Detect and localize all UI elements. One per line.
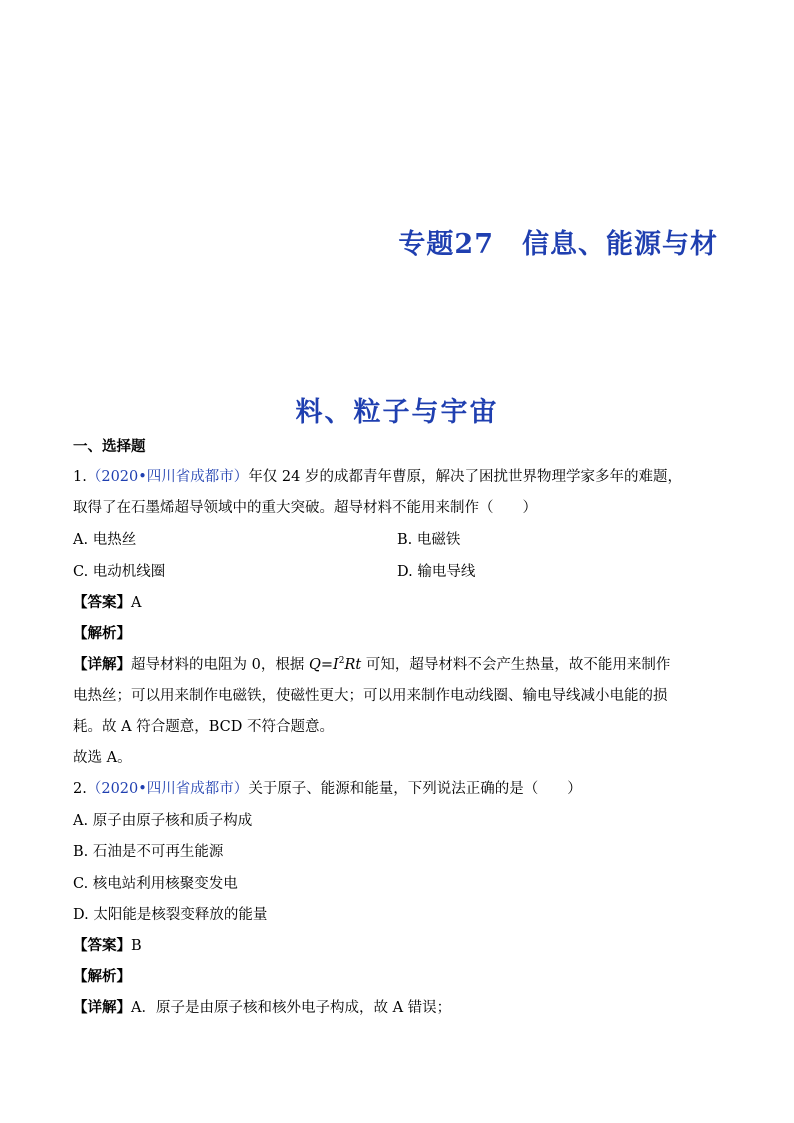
q2-option-a: A. 原子由原子核和质子构成 — [73, 813, 253, 829]
q1-conclusion: 故选 A。 — [73, 750, 132, 766]
q1-formula-i: I — [333, 657, 339, 673]
q1-detail-text-pre: 超导材料的电阻为 0，根据 — [131, 657, 309, 673]
section-heading: 一、选择题 — [73, 439, 146, 455]
doc-title-line1 — [398, 222, 718, 261]
q1-answer-value: A — [131, 595, 142, 611]
q1-analysis-label: 【解析】 — [73, 625, 131, 642]
q2-option-c: C. 核电站利用核聚变发电 — [73, 876, 238, 892]
q2-detail-text: A．原子是由原子核和核外电子构成，故 A 错误； — [131, 1000, 452, 1016]
q1-answer-label: 【答案】 — [73, 594, 131, 611]
q1-detail-line1 — [73, 653, 670, 674]
q1-stem-line2: 取得了在石墨烯超导领域中的重大突破。超导材料不能用来制作（ ） — [73, 500, 537, 516]
q1-detail-text-post: 可知，超导材料不会产生热量，故不能用来制作 — [361, 657, 671, 673]
q2-answer — [73, 934, 142, 955]
q2-option-d: D. 太阳能是核裂变释放的能量 — [73, 907, 268, 923]
doc-title-topic-name: 信息、能源与材 — [522, 229, 718, 260]
q1-option-d: D. 输电导线 — [397, 564, 476, 580]
q2-text: 关于原子、能源和能量，下列说法正确的是（ ） — [248, 781, 582, 797]
q1-formula-sup: 2 — [338, 656, 345, 667]
q1-formula-rt: Rt — [344, 657, 362, 673]
q1-number: 1. — [73, 469, 87, 485]
doc-title-line2: 料、粒子与宇宙 — [295, 397, 499, 428]
q1-stem-line1 — [73, 465, 682, 486]
q2-number: 2. — [73, 781, 87, 797]
q1-option-b: B. 电磁铁 — [397, 532, 461, 548]
q1-source: （2020•四川省成都市） — [86, 469, 249, 485]
q1-option-a: A. 电热丝 — [73, 532, 137, 548]
q2-stem — [73, 777, 582, 798]
q1-detail-label: 【详解】 — [73, 656, 131, 673]
q1-formula-q: Q — [308, 657, 321, 673]
q2-detail-line1 — [73, 996, 451, 1017]
doc-title-topic-number: 专题27 — [398, 229, 494, 260]
q2-detail-label: 【详解】 — [73, 999, 131, 1016]
q1-text-1: 年仅 24 岁的成都青年曹原，解决了困扰世界物理学家多年的难题， — [248, 469, 682, 485]
q1-detail-line3: 耗。故 A 符合题意，BCD 不符合题意。 — [73, 719, 334, 735]
q1-option-c: C. 电动机线圈 — [73, 564, 166, 580]
q2-answer-value: B — [131, 938, 142, 954]
q2-source: （2020•四川省成都市） — [86, 781, 249, 797]
q1-answer — [73, 591, 141, 612]
q1-detail-line2: 电热丝；可以用来制作电磁铁，使磁性更大；可以用来制作电动线圈、输电导线减小电能的损 — [73, 688, 668, 704]
q2-answer-label: 【答案】 — [73, 937, 131, 954]
q1-formula-eq: = — [320, 657, 333, 673]
q2-option-b: B. 石油是不可再生能源 — [73, 844, 224, 860]
q2-analysis-label: 【解析】 — [73, 968, 131, 985]
